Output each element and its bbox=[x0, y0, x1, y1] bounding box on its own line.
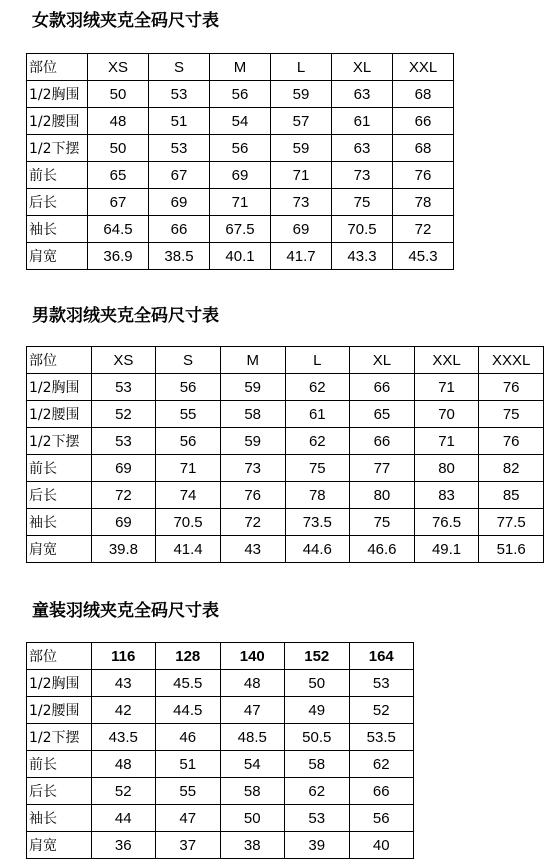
table-cell: 43.5 bbox=[91, 724, 156, 751]
table-cell: 49.1 bbox=[414, 536, 479, 563]
table-cell: 68 bbox=[393, 135, 454, 162]
row-label: 肩宽 bbox=[27, 832, 92, 859]
table-cell: 61 bbox=[332, 108, 393, 135]
table-row bbox=[27, 509, 544, 536]
table-cell: 53 bbox=[91, 428, 156, 455]
row-label: 1/2胸围 bbox=[27, 374, 92, 401]
table-cell: 74 bbox=[156, 482, 221, 509]
row-label: 1/2下摆 bbox=[27, 724, 92, 751]
table-cell: 63 bbox=[332, 135, 393, 162]
column-header-size: XXL bbox=[393, 54, 454, 81]
table-cell: 48 bbox=[220, 670, 285, 697]
kids-size-table bbox=[26, 642, 414, 859]
table-cell: 41.4 bbox=[156, 536, 221, 563]
table-cell: 51 bbox=[149, 108, 210, 135]
table-cell: 56 bbox=[210, 135, 271, 162]
table-cell: 48 bbox=[91, 751, 156, 778]
row-label: 前长 bbox=[27, 455, 92, 482]
table-cell: 56 bbox=[210, 81, 271, 108]
table-cell: 73 bbox=[271, 189, 332, 216]
table-cell: 66 bbox=[393, 108, 454, 135]
women-size-table bbox=[26, 53, 454, 270]
row-label: 1/2下摆 bbox=[27, 428, 92, 455]
table-cell: 42 bbox=[91, 697, 156, 724]
table-row bbox=[27, 778, 414, 805]
table-cell: 72 bbox=[91, 482, 156, 509]
table-cell: 66 bbox=[149, 216, 210, 243]
table-cell: 75 bbox=[479, 401, 544, 428]
table-cell: 77.5 bbox=[479, 509, 544, 536]
table-cell: 61 bbox=[285, 401, 350, 428]
table-cell: 50 bbox=[88, 81, 149, 108]
men-size-chart-title: 男款羽绒夹克全码尺寸表 bbox=[32, 306, 219, 326]
table-cell: 58 bbox=[220, 401, 285, 428]
table-cell: 53.5 bbox=[349, 724, 414, 751]
table-row bbox=[27, 108, 454, 135]
table-cell: 43.3 bbox=[332, 243, 393, 270]
table-cell: 69 bbox=[91, 455, 156, 482]
table-cell: 70.5 bbox=[156, 509, 221, 536]
column-header-size: XL bbox=[350, 347, 415, 374]
table-cell: 47 bbox=[156, 805, 221, 832]
table-cell: 76.5 bbox=[414, 509, 479, 536]
table-cell: 53 bbox=[149, 81, 210, 108]
column-header-size: S bbox=[149, 54, 210, 81]
table-cell: 76 bbox=[393, 162, 454, 189]
table-cell: 75 bbox=[332, 189, 393, 216]
table-cell: 71 bbox=[271, 162, 332, 189]
table-cell: 52 bbox=[349, 697, 414, 724]
table-cell: 78 bbox=[285, 482, 350, 509]
column-header-size: 164 bbox=[349, 643, 414, 670]
table-cell: 77 bbox=[350, 455, 415, 482]
column-header-size: L bbox=[285, 347, 350, 374]
table-row bbox=[27, 724, 414, 751]
table-cell: 58 bbox=[220, 778, 285, 805]
table-row bbox=[27, 162, 454, 189]
table-cell: 75 bbox=[350, 509, 415, 536]
table-cell: 40.1 bbox=[210, 243, 271, 270]
table-cell: 51 bbox=[156, 751, 221, 778]
table-cell: 38.5 bbox=[149, 243, 210, 270]
table-cell: 73 bbox=[220, 455, 285, 482]
column-header-size: S bbox=[156, 347, 221, 374]
row-label: 袖长 bbox=[27, 805, 92, 832]
row-label: 1/2腰围 bbox=[27, 697, 92, 724]
table-cell: 53 bbox=[149, 135, 210, 162]
table-cell: 76 bbox=[479, 374, 544, 401]
table-cell: 53 bbox=[349, 670, 414, 697]
table-cell: 71 bbox=[210, 189, 271, 216]
column-header-size: 116 bbox=[91, 643, 156, 670]
table-cell: 44 bbox=[91, 805, 156, 832]
women-size-chart-title: 女款羽绒夹克全码尺寸表 bbox=[32, 11, 219, 31]
table-cell: 45.5 bbox=[156, 670, 221, 697]
table-cell: 80 bbox=[350, 482, 415, 509]
table-cell: 43 bbox=[220, 536, 285, 563]
column-header-part: 部位 bbox=[27, 347, 92, 374]
table-cell: 66 bbox=[350, 374, 415, 401]
table-cell: 72 bbox=[393, 216, 454, 243]
table-cell: 63 bbox=[332, 81, 393, 108]
table-cell: 59 bbox=[271, 81, 332, 108]
table-row bbox=[27, 805, 414, 832]
table-cell: 49 bbox=[285, 697, 350, 724]
table-cell: 41.7 bbox=[271, 243, 332, 270]
table-cell: 50 bbox=[220, 805, 285, 832]
table-cell: 76 bbox=[479, 428, 544, 455]
column-header-size: XXXL bbox=[479, 347, 544, 374]
table-cell: 62 bbox=[285, 374, 350, 401]
row-label: 1/2下摆 bbox=[27, 135, 88, 162]
column-header-size: L bbox=[271, 54, 332, 81]
table-cell: 67.5 bbox=[210, 216, 271, 243]
row-label: 后长 bbox=[27, 482, 92, 509]
table-cell: 43 bbox=[91, 670, 156, 697]
table-cell: 71 bbox=[156, 455, 221, 482]
column-header-size: XS bbox=[88, 54, 149, 81]
column-header-size: XXL bbox=[414, 347, 479, 374]
column-header-size: 128 bbox=[156, 643, 221, 670]
table-cell: 46.6 bbox=[350, 536, 415, 563]
kids-size-chart-title: 童装羽绒夹克全码尺寸表 bbox=[32, 601, 219, 621]
column-header-size: XL bbox=[332, 54, 393, 81]
table-cell: 83 bbox=[414, 482, 479, 509]
table-row bbox=[27, 243, 454, 270]
table-cell: 59 bbox=[271, 135, 332, 162]
row-label: 肩宽 bbox=[27, 536, 92, 563]
table-cell: 52 bbox=[91, 778, 156, 805]
table-cell: 50 bbox=[285, 670, 350, 697]
table-cell: 69 bbox=[149, 189, 210, 216]
row-label: 袖长 bbox=[27, 216, 88, 243]
table-row bbox=[27, 697, 414, 724]
table-cell: 44.6 bbox=[285, 536, 350, 563]
table-cell: 36 bbox=[91, 832, 156, 859]
row-label: 1/2腰围 bbox=[27, 401, 92, 428]
row-label: 前长 bbox=[27, 751, 92, 778]
table-cell: 66 bbox=[350, 428, 415, 455]
table-cell: 48 bbox=[88, 108, 149, 135]
table-row bbox=[27, 832, 414, 859]
table-cell: 64.5 bbox=[88, 216, 149, 243]
table-cell: 53 bbox=[91, 374, 156, 401]
men-size-table bbox=[26, 346, 544, 563]
table-cell: 59 bbox=[220, 428, 285, 455]
row-label: 1/2腰围 bbox=[27, 108, 88, 135]
table-cell: 67 bbox=[149, 162, 210, 189]
table-cell: 62 bbox=[349, 751, 414, 778]
table-cell: 56 bbox=[349, 805, 414, 832]
table-cell: 70 bbox=[414, 401, 479, 428]
table-cell: 37 bbox=[156, 832, 221, 859]
table-row bbox=[27, 751, 414, 778]
table-cell: 62 bbox=[285, 428, 350, 455]
table-row bbox=[27, 189, 454, 216]
table-cell: 62 bbox=[285, 778, 350, 805]
table-cell: 50.5 bbox=[285, 724, 350, 751]
table-row bbox=[27, 401, 544, 428]
table-row bbox=[27, 216, 454, 243]
table-cell: 76 bbox=[220, 482, 285, 509]
table-cell: 45.3 bbox=[393, 243, 454, 270]
column-header-size: XS bbox=[91, 347, 156, 374]
table-cell: 48.5 bbox=[220, 724, 285, 751]
column-header-size: M bbox=[220, 347, 285, 374]
table-cell: 39.8 bbox=[91, 536, 156, 563]
table-cell: 40 bbox=[349, 832, 414, 859]
table-row bbox=[27, 536, 544, 563]
table-header-row bbox=[27, 643, 414, 670]
table-cell: 56 bbox=[156, 374, 221, 401]
table-cell: 71 bbox=[414, 374, 479, 401]
table-cell: 57 bbox=[271, 108, 332, 135]
column-header-part: 部位 bbox=[27, 643, 92, 670]
table-row bbox=[27, 455, 544, 482]
table-cell: 36.9 bbox=[88, 243, 149, 270]
table-row bbox=[27, 374, 544, 401]
table-cell: 59 bbox=[220, 374, 285, 401]
table-cell: 39 bbox=[285, 832, 350, 859]
table-cell: 51.6 bbox=[479, 536, 544, 563]
column-header-size: M bbox=[210, 54, 271, 81]
table-cell: 50 bbox=[88, 135, 149, 162]
table-cell: 44.5 bbox=[156, 697, 221, 724]
table-cell: 85 bbox=[479, 482, 544, 509]
table-cell: 54 bbox=[210, 108, 271, 135]
table-cell: 71 bbox=[414, 428, 479, 455]
table-cell: 69 bbox=[91, 509, 156, 536]
table-header-row bbox=[27, 347, 544, 374]
table-cell: 82 bbox=[479, 455, 544, 482]
table-cell: 47 bbox=[220, 697, 285, 724]
table-cell: 69 bbox=[210, 162, 271, 189]
table-cell: 78 bbox=[393, 189, 454, 216]
row-label: 后长 bbox=[27, 778, 92, 805]
table-cell: 56 bbox=[156, 428, 221, 455]
row-label: 后长 bbox=[27, 189, 88, 216]
column-header-size: 140 bbox=[220, 643, 285, 670]
row-label: 前长 bbox=[27, 162, 88, 189]
row-label: 肩宽 bbox=[27, 243, 88, 270]
table-row bbox=[27, 482, 544, 509]
table-cell: 38 bbox=[220, 832, 285, 859]
table-cell: 75 bbox=[285, 455, 350, 482]
table-cell: 66 bbox=[349, 778, 414, 805]
table-cell: 65 bbox=[350, 401, 415, 428]
table-cell: 70.5 bbox=[332, 216, 393, 243]
table-row bbox=[27, 670, 414, 697]
row-label: 1/2胸围 bbox=[27, 81, 88, 108]
table-cell: 72 bbox=[220, 509, 285, 536]
row-label: 1/2胸围 bbox=[27, 670, 92, 697]
table-cell: 53 bbox=[285, 805, 350, 832]
table-cell: 73.5 bbox=[285, 509, 350, 536]
table-cell: 58 bbox=[285, 751, 350, 778]
table-header-row bbox=[27, 54, 454, 81]
table-row bbox=[27, 428, 544, 455]
table-cell: 54 bbox=[220, 751, 285, 778]
table-cell: 52 bbox=[91, 401, 156, 428]
table-row bbox=[27, 135, 454, 162]
table-cell: 46 bbox=[156, 724, 221, 751]
column-header-size: 152 bbox=[285, 643, 350, 670]
table-cell: 69 bbox=[271, 216, 332, 243]
table-cell: 73 bbox=[332, 162, 393, 189]
table-cell: 55 bbox=[156, 401, 221, 428]
row-label: 袖长 bbox=[27, 509, 92, 536]
table-cell: 67 bbox=[88, 189, 149, 216]
table-cell: 65 bbox=[88, 162, 149, 189]
table-cell: 55 bbox=[156, 778, 221, 805]
column-header-part: 部位 bbox=[27, 54, 88, 81]
table-row bbox=[27, 81, 454, 108]
table-cell: 80 bbox=[414, 455, 479, 482]
table-cell: 68 bbox=[393, 81, 454, 108]
